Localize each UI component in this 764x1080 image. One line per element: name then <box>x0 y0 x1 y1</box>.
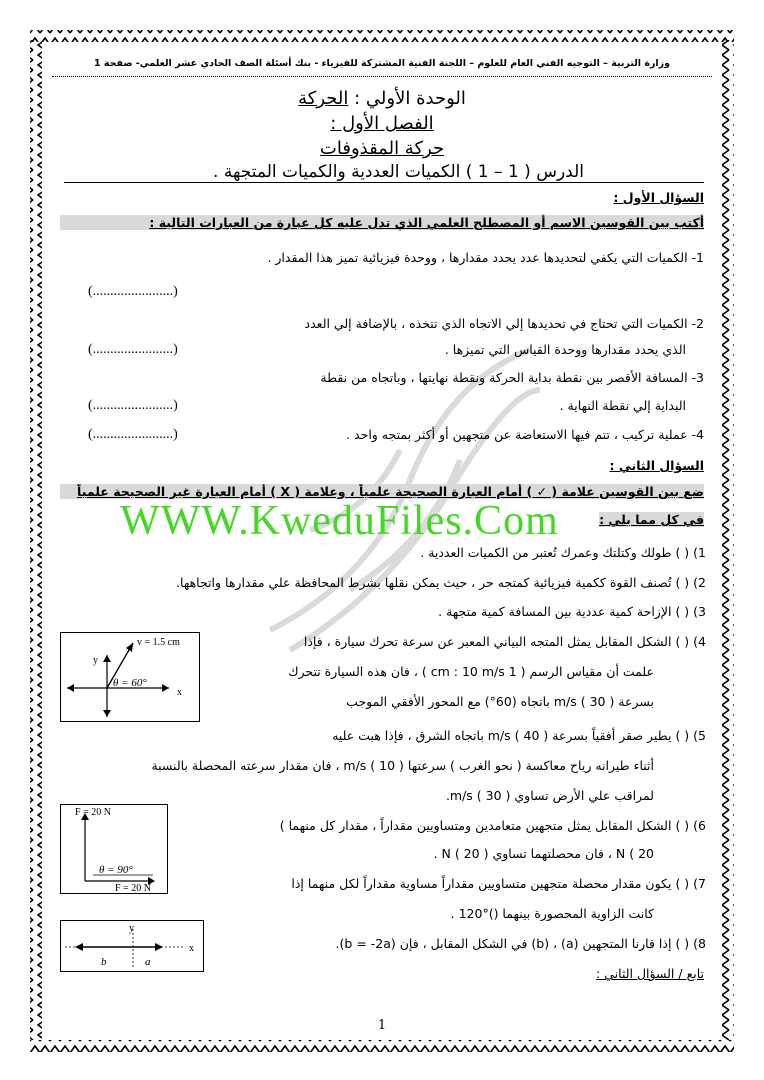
fig1-v-label: v = 1.5 cm <box>137 637 180 648</box>
q2-instruction-2: في كل مما يلي : <box>599 512 704 527</box>
watermark: WWW.KweduFiles.Com <box>120 498 559 544</box>
q2-item-num: 1) <box>693 545 706 560</box>
q1-item-4: 4- عملية تركيب ، تتم فيها الاستعاضة عن متجهين أو أكثر بمتجه واحد . <box>346 427 704 442</box>
q1-item-3b: البداية إلي نقطة النهاية . <box>559 398 686 413</box>
title-block <box>0 86 764 161</box>
q2-item-8 <box>336 936 706 951</box>
q2-item-num: 6) <box>693 818 706 833</box>
q2-title: السؤال الثاني : <box>609 458 704 473</box>
velocity-vector-diagram <box>61 633 199 721</box>
unit-prefix: الوحدة الأولي : <box>354 88 466 109</box>
fig2-f-bottom: F = 20 N <box>115 883 151 893</box>
continued-label: تابع / السؤال الثاني : <box>596 966 704 981</box>
answer-paren[interactable]: ( ) <box>675 575 690 590</box>
q2-item-4b: علمت أن مقياس الرسم ( 1 cm : 10 m/s ) ، فان هذه السيارة تتحرك <box>288 664 654 679</box>
q2-item-text: يكون مقدار محصلة متجهين متساويين مقداراً مساوية مقداراً لكل منهما إذا <box>291 876 672 891</box>
q2-item-5 <box>332 728 706 743</box>
fig2-angle: θ = 90° <box>99 864 133 876</box>
q1-item-3: 3- المسافة الأقصر بين نقطة بداية الحركة ونقطة نهايتها ، وباتجاه من نقطة <box>320 370 704 385</box>
q2-item-text: تُصنف القوة ككمية فيزيائية كمتجه حر ، حيث يمكن نقلها بشرط المحافظة علي مقدارها واتجاهها. <box>176 575 672 590</box>
q2-item-text: طولك وكتلتك وعمرك تُعتبر من الكميات العددية . <box>420 545 672 560</box>
q2-item-2 <box>56 575 706 590</box>
q2-item-num: 5) <box>693 728 706 743</box>
q2-item-text: الإزاحة كمية عددية بين المسافة كمية متجهة . <box>438 604 672 619</box>
answer-paren[interactable]: ( ) <box>675 634 690 649</box>
chapter-label: الفصل الأول : <box>330 113 434 134</box>
answer-paren[interactable]: ( ) <box>675 545 690 560</box>
q2-item-6b: N ( 20 ، فان محصلتهما تساوي N ( 20 ) . <box>433 846 654 861</box>
fig1-x-label: x <box>177 687 182 698</box>
q1-instruction: أكتب بين القوسين الاسم أو المصطلح العلمي الذي تدل عليه كل عبارة من العبارات التالية : <box>60 215 704 230</box>
chapter-name-text: حركة المقذوفات <box>319 138 445 159</box>
q2-item-text: الشكل المقابل يمثل المتجه البياني المعبر عن سرعة تحرك سيارة ، فإذا <box>303 634 672 649</box>
q1-blank-1[interactable]: (.......................) <box>88 284 178 299</box>
q1-item-2: 2- الكميات التي تحتاج في تحديدها إلي الاتجاه الذي تتخذه ، بالإضافة إلي العدد <box>304 316 704 331</box>
header-rule <box>52 76 712 77</box>
q1-title: السؤال الأول : <box>613 190 704 205</box>
figure-vectors-a-b <box>60 920 204 972</box>
q1-blank-2[interactable]: (.......................) <box>88 342 178 357</box>
q2-item-7b: كانت الزاوية المحصورة بينهما ()°120 . <box>450 906 654 921</box>
fig1-angle: θ = 60° <box>113 677 147 689</box>
q2-item-num: 7) <box>693 876 706 891</box>
chapter-title <box>0 111 764 136</box>
perpendicular-forces-diagram <box>61 805 167 893</box>
fig3-y-label: y <box>129 923 134 934</box>
unit-title <box>0 86 764 111</box>
q2-item-5b: أثناء طيرانه رياح معاكسة ( نحو الغرب ) سرعتها ( 10 ) m/s ، فان مقدار سرعته المحصلة بالنسبة <box>151 758 654 773</box>
q2-item-4c: بسرعة ( 30 ) m/s باتجاه (60°) مع المحور الأفقي الموجب <box>346 694 654 709</box>
lesson-title: الدرس ( 1 – 1 ) الكميات العددية والكميات المتجهة . <box>64 162 704 183</box>
q1-item-1: 1- الكميات التي يكفي لتحديدها عدد يحدد مقدارها ، ووحدة فيزيائية تميز هذا المقدار . <box>267 250 704 265</box>
q2-item-5c: لمراقب علي الأرض تساوي ( 30 ) m/s. <box>445 788 654 803</box>
q2-item-num: 4) <box>693 634 706 649</box>
answer-paren[interactable]: ( ) <box>675 604 690 619</box>
page-header: وزارة التربية – التوجيه الفني العام للعلوم – اللجنة الفنية المشتركة للفيزياء - بنك أسئلة الصف الحادي عشر العلمي- صفحة 1 <box>93 58 671 69</box>
fig3-b-label: b <box>101 956 107 968</box>
q2-item-num: 8) <box>693 936 706 951</box>
q1-blank-3[interactable]: (.......................) <box>88 398 178 413</box>
fig1-y-label: y <box>93 655 98 666</box>
fig3-x-label: x <box>189 943 194 954</box>
q1-blank-4[interactable]: (.......................) <box>88 427 178 442</box>
fig3-a-label: a <box>145 956 151 968</box>
unit-name: الحركة <box>298 88 349 109</box>
q2-item-6 <box>280 818 706 833</box>
answer-paren[interactable]: ( ) <box>675 728 690 743</box>
q1-item-2b: الذي يحدد مقدارها ووحدة القياس التي تميزها . <box>444 342 686 357</box>
answer-paren[interactable]: ( ) <box>675 936 690 951</box>
q2-item-4 <box>304 634 706 649</box>
q2-item-num: 2) <box>693 575 706 590</box>
q2-item-3 <box>56 604 706 619</box>
q2-instruction-1: ضع بين القوسين علامة ( ✓ ) أمام العبارة الصحيحة علمياً ، وعلامة ( X ) أمام العبارة غير الصحيحة علمياً <box>60 484 704 499</box>
page-number: 1 <box>377 1018 387 1033</box>
q2-item-text: الشكل المقابل يمثل متجهين متعامدين ومتساويين مقداراً ، مقدار كل منهما ) <box>279 818 672 833</box>
figure-perpendicular-forces <box>60 804 168 894</box>
q2-item-text: يطير صقر أفقياً بسرعة ( 40 ) m/s باتجاه الشرق ، فإذا هبت عليه <box>332 728 672 743</box>
fig2-f-top: F = 20 N <box>75 807 111 818</box>
vectors-a-b-diagram <box>61 921 203 971</box>
figure-velocity-vector <box>60 632 200 722</box>
q2-item-7 <box>291 876 706 891</box>
chapter-name <box>0 136 764 161</box>
answer-paren[interactable]: ( ) <box>675 818 690 833</box>
q2-item-num: 3) <box>693 604 706 619</box>
answer-paren[interactable]: ( ) <box>675 876 690 891</box>
q2-item-text: إذا قارنا المتجهين (a) ، (b) في الشكل المقابل ، فإن (b = -2a). <box>335 936 672 951</box>
q2-item-1 <box>56 545 706 560</box>
